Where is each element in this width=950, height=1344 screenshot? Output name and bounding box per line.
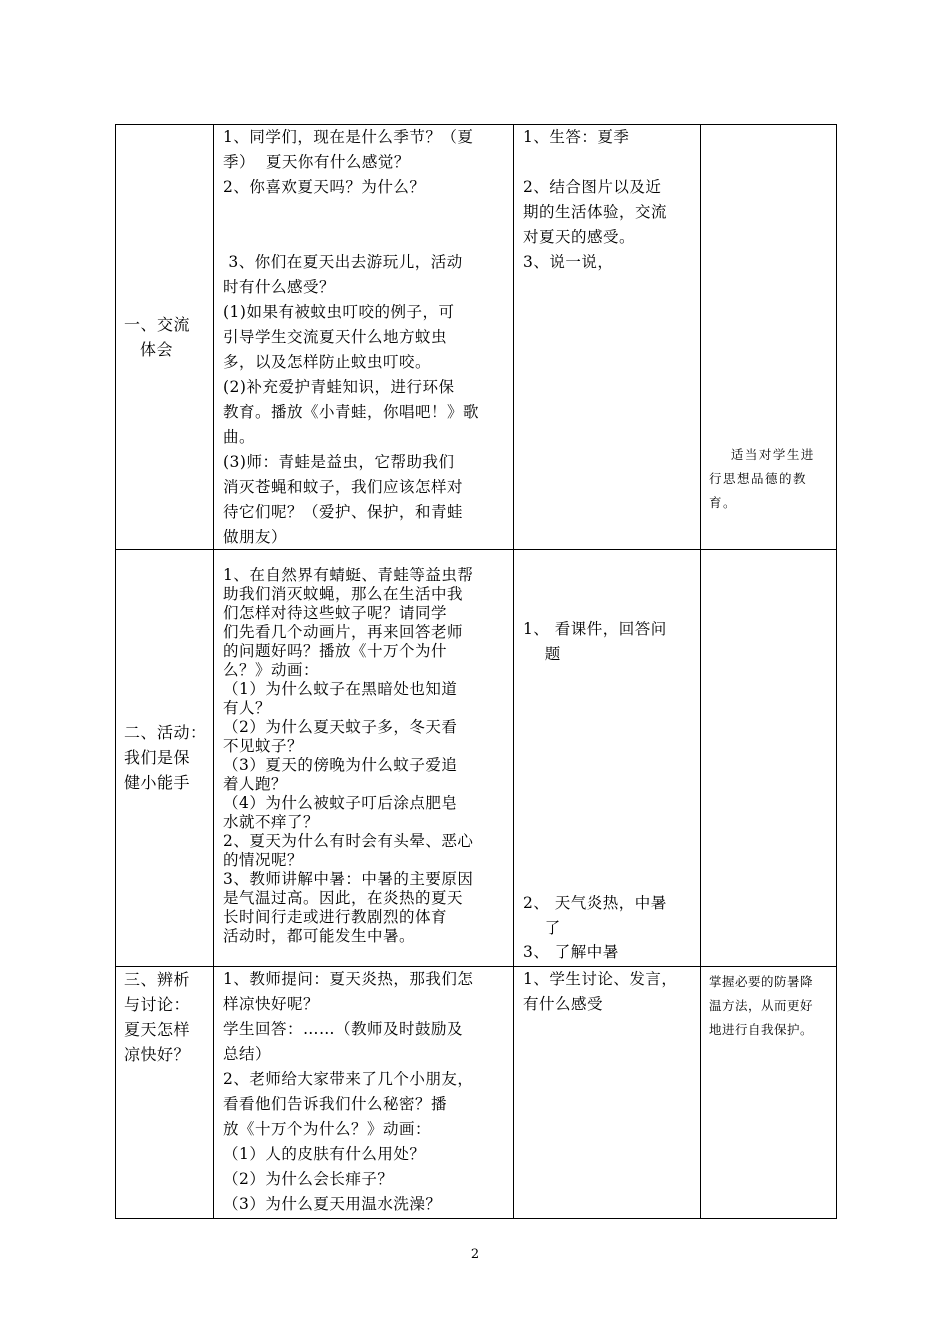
student-text: 1、 看课件，回答问 题: [523, 620, 667, 663]
design-intent-cell: [701, 967, 837, 1219]
teacher-activity-cell: [214, 125, 514, 550]
teacher-activity-cell: [214, 967, 514, 1219]
teacher-text: 1、在自然界有蜻蜓、青蛙等益虫帮 助我们消灭蚊蝇，那么在生活中我 们怎样对待这些蚊子呢？请同学 们先看几个动画片，再来回答老师 的问题好吗？播放《十万个为什 么？》动画： （1）为什么蚊子在黑暗处也知道 有人？ （2）为什么夏天蚊子多，冬天看 不见蚊子？ （3）夏天的傍晚为什么蚊子爱追 着人跑？ （4）为什么被蚊子叮后涂点肥皂 水就不痒了？ 2、夏天为什么有时会有头晕、恶心 的情况呢？ 3、教师讲解中暑：中暑的主要原因 是气温过高。因此，在炎热的夏天 长时间行走或进行教剧烈的体育 活动时，都可能发生中暑。: [223, 566, 474, 945]
teacher-text: 3、你们在夏天出去游玩儿，活动 时有什么感受？ (1)如果有被蚊虫叮咬的例子，可 引导学生交流夏天什么地方蚊虫 多，以及怎样防止蚊虫叮咬。 (2)补充爱护青蛙知识，进行环保 教育。播放《小青蛙，你唱吧！》歌 曲。 (3)师：青蛙是益虫，它帮助我们 消灭苍蝇和蚊子，我们应该怎样对 待它们呢？（爱护、保护，和青蛙 做朋友）: [223, 253, 480, 546]
section-cell: [116, 125, 214, 550]
teacher-text: 1、教师提问：夏天炎热，那我们怎 样凉快好呢？ 学生回答：……（教师及时鼓励及 总结） 2、老师给大家带来了几个小朋友， 看看他们告诉我们什么秘密？播 放《十万个为什么？》动画： （1）人的皮肤有什么用处？ （2）为什么会长痱子？ （3）为什么夏天用温水洗澡？: [223, 970, 474, 1213]
design-intent-cell: [701, 125, 837, 550]
student-text: 2、结合图片以及近 期的生活体验，交流 对夏天的感受。 3、说一说，: [523, 178, 668, 271]
student-activity-cell: [514, 125, 701, 550]
student-activity-cell: [514, 550, 701, 967]
table-row: [116, 967, 837, 1219]
page-number: 2: [470, 1247, 480, 1262]
design-intent-text: 适当对学生进 行思想品德的教 育。: [709, 447, 815, 510]
lesson-plan-table: [115, 124, 837, 1219]
student-text: 1、学生讨论、发言， 有什么感受: [523, 970, 678, 1013]
teacher-text: 1、同学们，现在是什么季节？（夏 季） 夏天你有什么感觉？ 2、你喜欢夏天吗？为什么？: [223, 128, 474, 196]
student-text: 3、 了解中暑: [523, 943, 619, 961]
student-activity-cell: [514, 967, 701, 1219]
teacher-activity-cell: [214, 550, 514, 967]
table-row: [116, 125, 837, 550]
design-intent-text: 掌握必要的防暑降 温方法，从而更好 地进行自我保护。: [709, 974, 814, 1037]
section-title: 三、辨析 与讨论： 夏天怎样 凉快好？: [124, 970, 191, 1064]
section-cell: [116, 550, 214, 967]
design-intent-cell: [701, 550, 837, 967]
section-title: 一、交流 体会: [124, 315, 191, 359]
section-cell: [116, 967, 214, 1219]
section-title: 二、活动： 我们是保 健小能手: [124, 723, 207, 792]
student-text: 2、 天气炎热，中暑 了: [523, 894, 667, 937]
student-text: 1、生答：夏季: [523, 128, 630, 146]
table-row: [116, 550, 837, 967]
